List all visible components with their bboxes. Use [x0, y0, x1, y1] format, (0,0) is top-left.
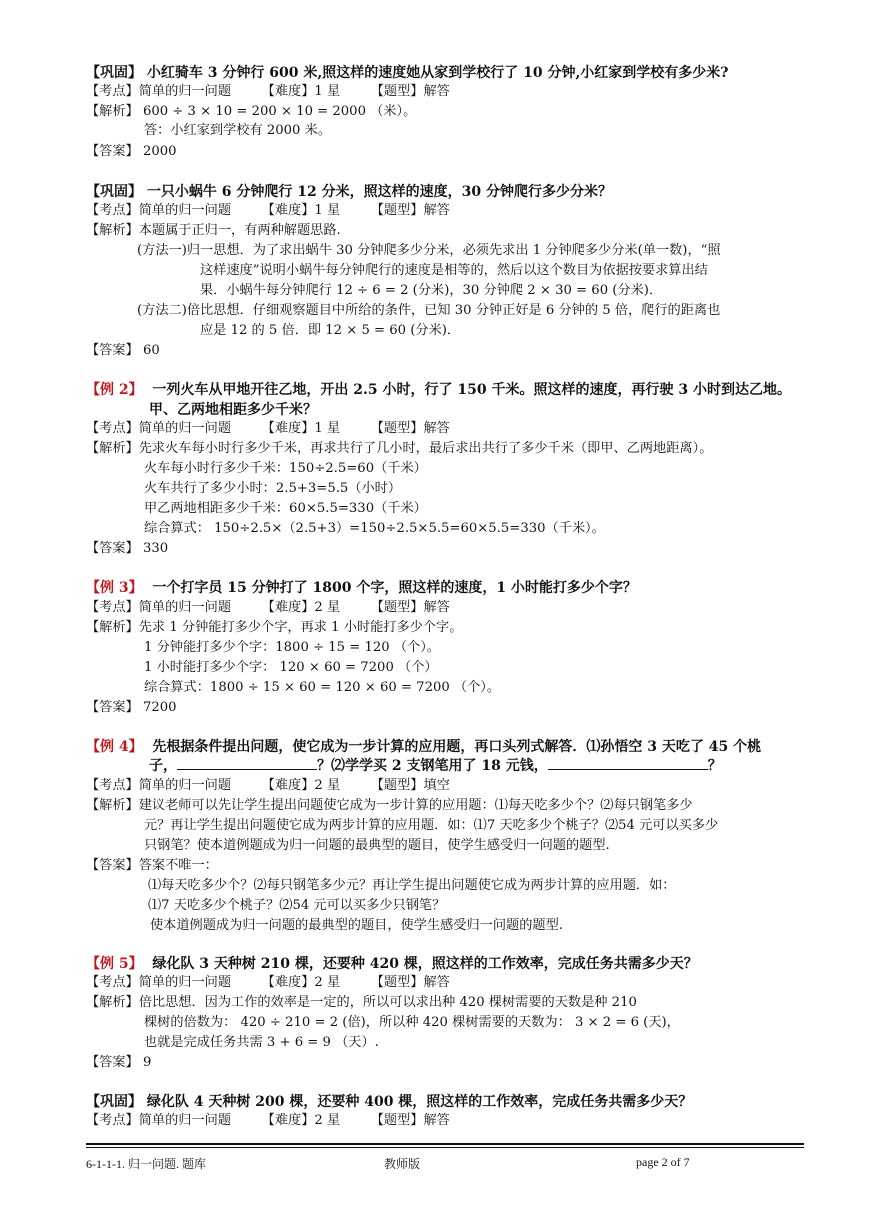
q5-title-a: 【例 4】 先根据条件提出问题，使它成为一步计算的应用题，再口头列式解答．⑴孙悟空 3 天吃了 45 个桃	[86, 739, 762, 755]
footer-rule-thin	[86, 1147, 804, 1148]
q5-blank-1[interactable]	[177, 757, 317, 770]
q5-jiexi-b: 元？再让学生提出问题使它成为两步计算的应用题．如：⑴7 天吃多少个桃子？⑵54 元可以买多少	[144, 818, 719, 833]
q5-daan-3: 使本道例题成为归一问题的最典型的题目，使学生感受归一问题的题型.	[150, 918, 564, 933]
q4-label: 【例 3】	[86, 580, 143, 596]
footer-left: 6-1-1-1. 归一问题. 题库	[86, 1157, 206, 1171]
q1-answer-line: 答：小红家到学校有 2000 米。	[144, 123, 332, 138]
footer-rule	[86, 1143, 804, 1145]
q3-step1: 火车每小时行多少千米：150÷2.5=60（千米）	[144, 461, 427, 476]
q3-daan: 【答案】 330	[86, 541, 169, 556]
q3-title-b: 甲、乙两地相距多少千米？	[149, 402, 317, 418]
q7-kaodian: 【考点】简单的归一问题 【难度】2 星 【题型】解答	[86, 1113, 450, 1128]
q2-method1-b: 这样速度”说明小蜗牛每分钟爬行的速度是相等的，然后以这个数目为依据按要求算出结	[200, 263, 708, 278]
footer-page-number: page 2 of 7	[636, 1155, 690, 1169]
q3-kaodian: 【考点】简单的归一问题 【难度】1 星 【题型】解答	[86, 421, 450, 436]
q2-method2-a: (方法二)倍比思想．仔细观察题目中所给的条件，已知 30 分钟正好是 6 分钟的 5 倍，爬行的距离也	[137, 303, 721, 318]
q1-daan: 【答案】 2000	[86, 144, 177, 159]
q5-kaodian: 【考点】简单的归一问题 【难度】2 星 【题型】填空	[86, 778, 450, 793]
q4-step1: 1 分钟能打多少个字：1800 ÷ 15 = 120 （个）。	[144, 640, 440, 655]
q5-daan: 【答案】答案不唯一：	[86, 858, 218, 873]
q2-method1-c: 果．小蜗牛每分钟爬行 12 ÷ 6 = 2 (分米)，30 分钟爬 2 × 30 = 60 (分米)．	[200, 283, 663, 298]
q5-daan-2: ⑴7 天吃多少个桃子？⑵54 元可以买多少只钢笔？	[148, 898, 446, 913]
q1-title: 【巩固】 小红骑车 3 分钟行 600 米,照这样的速度她从家到学校行了 10 分钟,小红家到学校有多少米?	[86, 65, 729, 81]
q5-jiexi-a: 【解析】建议老师可以先让学生提出问题使它成为一步计算的应用题：⑴每天吃多少个？⑵每只钢笔多少	[86, 798, 693, 813]
q7-title: 【巩固】 绿化队 4 天种树 200 棵，还要种 400 棵，照这样的工作效率，完成任务共需多少天？	[86, 1094, 693, 1110]
q5-jiexi-c: 只钢笔？使本道例题成为归一问题的最典型的题目，使学生感受归一问题的题型.	[144, 838, 610, 853]
q6-title: 【例 5】 绿化队 3 天种树 210 棵，还要种 420 棵，照这样的工作效率，完成任务共需多少天？	[86, 956, 698, 972]
q5-title-b: 子， ？⑵学学买 2 支钢笔用了 18 元钱， ？	[149, 758, 722, 774]
q1-jiexi: 【解析】 600 ÷ 3 × 10 = 200 × 10 = 2000 （米）。	[86, 104, 417, 119]
q4-daan: 【答案】 7200	[86, 700, 177, 715]
q4-kaodian: 【考点】简单的归一问题 【难度】2 星 【题型】解答	[86, 600, 450, 615]
q5-label: 【例 4】	[86, 739, 143, 755]
q2-daan: 【答案】 60	[86, 343, 160, 358]
q3-step2: 火车共行了多少小时：2.5+3=5.5（小时）	[144, 481, 402, 496]
q5-blank-2[interactable]	[548, 757, 708, 770]
q2-kaodian: 【考点】简单的归一问题 【难度】1 星 【题型】解答	[86, 203, 450, 218]
q6-label: 【例 5】	[86, 956, 143, 972]
q6-jiexi-c: 也就是完成任务共需 3 + 6 = 9 （天）.	[144, 1035, 379, 1050]
q6-daan: 【答案】 9	[86, 1055, 152, 1070]
q1-kaodian: 【考点】简单的归一问题 【难度】1 星 【题型】解答	[86, 84, 450, 99]
q3-step3: 甲乙两地相距多少千米：60×5.5=330（千米）	[144, 501, 427, 516]
q3-step4: 综合算式： 150÷2.5×（2.5+3）=150÷2.5×5.5=60×5.5=330（千米）。	[144, 521, 605, 536]
q4-title: 【例 3】 一个打字员 15 分钟打了 1800 个字，照这样的速度，1 小时能打多少个字？	[86, 580, 637, 596]
q6-jiexi-b: 棵树的倍数为： 420 ÷ 210 = 2 (倍)，所以种 420 棵树需要的天数为： 3 × 2 = 6 (天)，	[144, 1015, 680, 1030]
q5-daan-1: ⑴每天吃多少个？⑵每只钢笔多少元？再让学生提出问题使它成为两步计算的应用题．如：	[148, 878, 676, 893]
footer-center: 教师版	[384, 1157, 421, 1171]
q3-jiexi: 【解析】先求火车每小时行多少千米，再求共行了几小时，最后求出共行了多少千米（即甲、乙两地距离）。	[86, 441, 713, 456]
q6-jiexi-a: 【解析】倍比思想．因为工作的效率是一定的，所以可以求出种 420 棵树需要的天数是种 210	[86, 995, 637, 1010]
q3-title-a: 【例 2】 一列火车从甲地开往乙地，开出 2.5 小时，行了 150 千米。照这样的速度，再行驶 3 小时到达乙地。	[86, 382, 791, 398]
q3-label: 【例 2】	[86, 382, 143, 398]
q6-kaodian: 【考点】简单的归一问题 【难度】2 星 【题型】解答	[86, 975, 450, 990]
q4-step2: 1 小时能打多少个字： 120 × 60 = 7200 （个）	[144, 660, 438, 675]
q2-method1-a: (方法一)归一思想．为了求出蜗牛 30 分钟爬多少分米，必须先求出 1 分钟爬多少分米(单一数)，“照	[137, 243, 721, 258]
q4-jiexi: 【解析】先求 1 分钟能打多少个字，再求 1 小时能打多少个字。	[86, 620, 463, 635]
q2-method2-b: 应是 12 的 5 倍．即 12 × 5 = 60 (分米)．	[200, 323, 461, 338]
q2-jiexi: 【解析】本题属于正归一，有两种解题思路.	[86, 223, 341, 238]
q4-step3: 综合算式：1800 ÷ 15 × 60 = 120 × 60 = 7200 （个）。	[144, 680, 501, 695]
q2-title: 【巩固】 一只小蜗牛 6 分钟爬行 12 分米，照这样的速度，30 分钟爬行多少分米？	[86, 184, 612, 200]
